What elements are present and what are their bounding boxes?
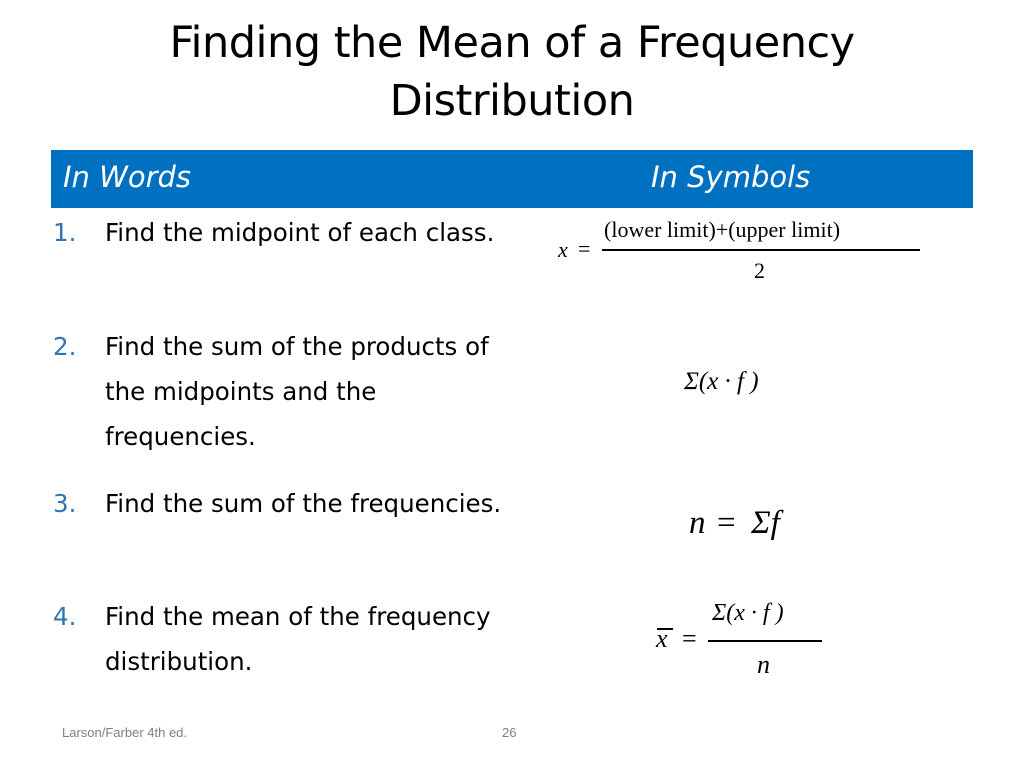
footer-source: Larson/Farber 4th ed. — [62, 725, 188, 740]
formula-rhs: Σf — [751, 505, 780, 541]
formula-denominator: 2 — [754, 258, 765, 283]
header-in-symbols: In Symbols — [651, 160, 811, 194]
step-text: Find the sum of the products of the midpoints and the frequencies. — [105, 332, 489, 451]
fraction-bar — [708, 640, 822, 642]
step-number: 1. — [53, 218, 77, 247]
step-number: 4. — [53, 602, 77, 631]
step-text: Find the sum of the frequencies. — [105, 489, 502, 518]
formula-lhs: x — [656, 624, 668, 653]
formula-numerator: Σ(x · f ) — [712, 600, 784, 626]
title-line-2: Distribution — [389, 76, 635, 126]
title-line-1: Finding the Mean of a Frequency — [169, 18, 855, 68]
fraction-bar — [602, 249, 920, 251]
formula-lhs: n — [689, 505, 706, 541]
table-header-bar — [51, 150, 973, 208]
step-text: Find the mean of the frequency distribution. — [105, 602, 491, 676]
step-text: Find the midpoint of each class. — [105, 218, 495, 247]
formula-denominator: n — [757, 650, 770, 679]
formula-equals: = — [578, 236, 591, 261]
formula-numerator: (lower limit)+(upper limit) — [604, 217, 841, 242]
header-in-words: In Words — [63, 160, 192, 194]
formula-text: Σ(x · f ) — [684, 368, 759, 395]
formula-lhs: x — [558, 237, 568, 262]
slide-number: 26 — [502, 725, 517, 740]
formula-equals: = — [682, 624, 697, 653]
formula-equals: = — [717, 505, 736, 541]
slide-title — [0, 14, 1024, 130]
step-number: 2. — [53, 332, 77, 361]
step-number: 3. — [53, 489, 77, 518]
